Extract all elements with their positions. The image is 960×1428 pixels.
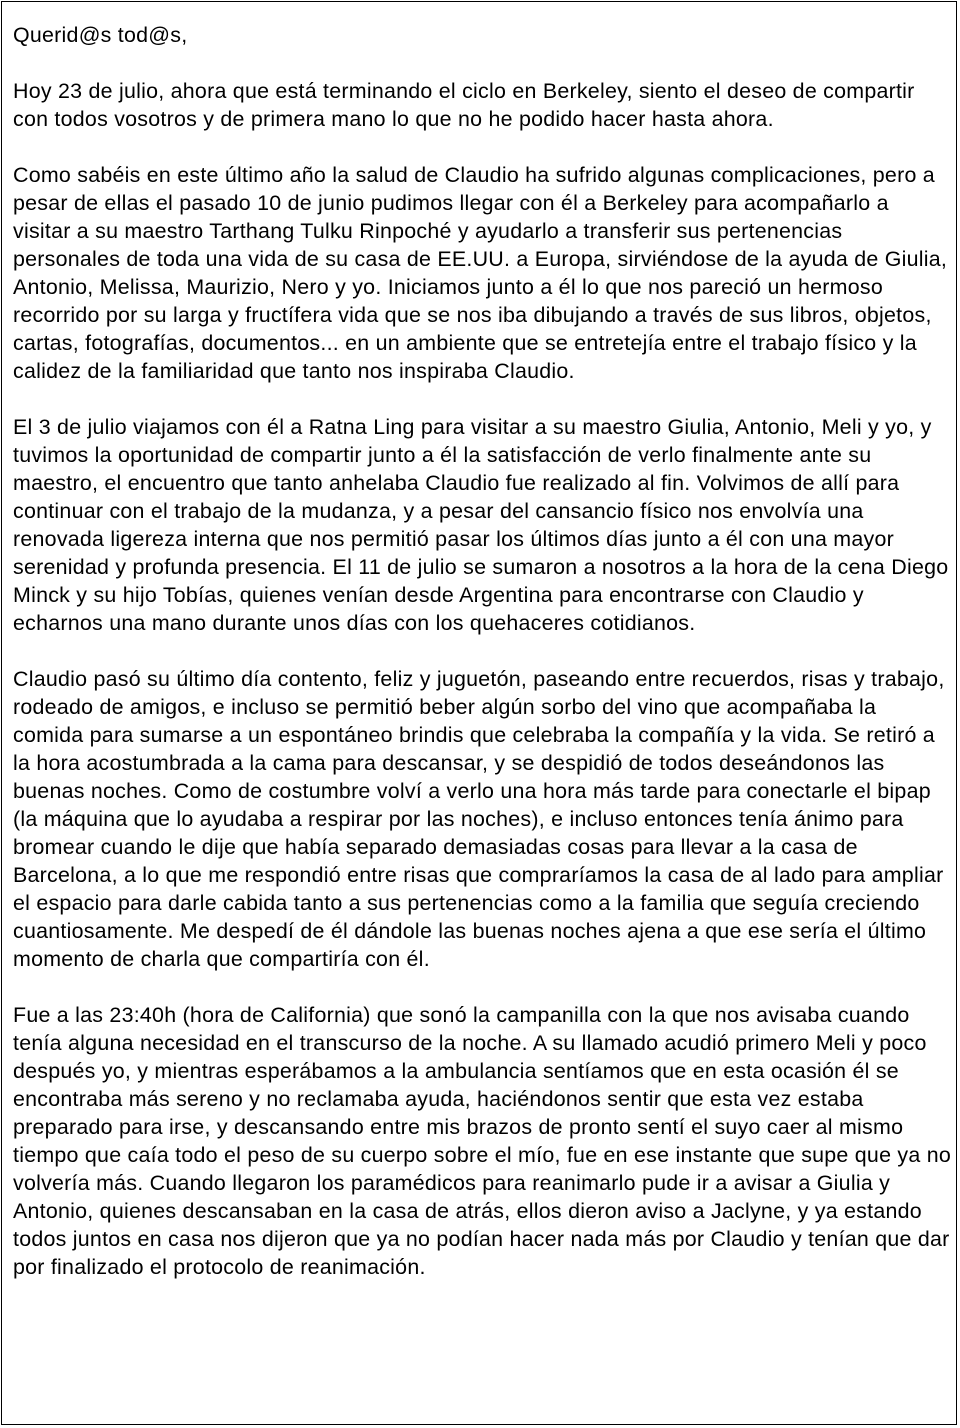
letter-paragraph: Como sabéis en este último año la salud de Claudio ha sufrido algunas complicaciones, pero a pesar de ellas el pasado 10 de junio pudimos llegar con él a Berkeley para acompañarlo a visitar a su maestro Tarthang Tulku Rinpoché y ayudarlo a transferir sus pertenencias personales de toda una vida de su casa de EE.UU. a Europa, sirviéndose de la ayuda de Giulia, Antonio, Melissa, Maurizio, Nero y yo. Iniciamos junto a él lo que nos pareció un hermoso recorrido por su larga y fructífera vida que se nos iba dibujando a través de sus libros, objetos, cartas, fotografías, documentos... en un ambiente que se entretejía entre el trabajo físico y la calidez de la familiaridad que tanto nos inspiraba Claudio. — [13, 163, 948, 383]
letter-paragraph: Fue a las 23:40h (hora de California) que sonó la campanilla con la que nos avisaba cuando tenía alguna necesidad en el transcurso de la noche. A su llamado acudió primero Meli y poco después yo, y mientras esperábamos a la ambulancia sentíamos que en esta ocasión él se encontraba más sereno y no reclamaba ayuda, haciéndonos sentir que esta vez estaba preparado para irse, y descansando entre mis brazos de pronto sentí el suyo caer al mismo tiempo que caía todo el peso de su cuerpo sobre el mío, fue en ese instante que supe que ya no volvería más. Cuando llegaron los paramédicos para reanimarlo pude ir a avisar a Giulia y Antonio, quienes descansaban en la casa de atrás, ellos dieron aviso a Jaclyne, y ya estando todos juntos en casa nos dijeron que ya no podían hacer nada más por Claudio y tenían que dar por finalizado el protocolo de reanimación. — [13, 1003, 951, 1279]
letter-greeting: Querid@s tod@s, — [13, 23, 188, 47]
letter-paragraph: El 3 de julio viajamos con él a Ratna Ling para visitar a su maestro Giulia, Antonio, Meli y yo, y tuvimos la oportunidad de compartir junto a él la satisfacción de verlo finalmente ante su maestro, el encuentro que tanto anhelaba Claudio fue realizado al fin. Volvimos de allí para continuar con el trabajo de la mudanza, y a pesar del cansancio físico nos envolvía una renovada ligereza interna que nos permitió pasar los últimos días junto a él con una mayor serenidad y profunda presencia. El 11 de julio se sumaron a nosotros a la hora de la cena Diego Minck y su hijo Tobías, quienes venían desde Argentina para encontrarse con Claudio y echarnos una mano durante unos días con los quehaceres cotidianos. — [13, 415, 949, 635]
document-page — [1, 1, 957, 1425]
letter-body — [13, 21, 951, 1281]
letter-paragraph: Hoy 23 de julio, ahora que está terminando el ciclo en Berkeley, siento el deseo de compartir con todos vosotros y de primera mano lo que no he podido hacer hasta ahora. — [13, 79, 915, 131]
letter-paragraph: Claudio pasó su último día contento, feliz y juguetón, paseando entre recuerdos, risas y trabajo, rodeado de amigos, e incluso se permitió beber algún sorbo del vino que acompañaba la comida para sumarse a un espontáneo brindis que celebraba la compañía y la vida. Se retiró a la hora acostumbrada a la cama para descansar, y se despidió de todos deseándonos las buenas noches. Como de costumbre volví a verlo una hora más tarde para conectarle el bipap (la máquina que lo ayudaba a respirar por las noches), e incluso entonces tenía ánimo para bromear cuando le dije que había separado demasiadas cosas para llevar a la casa de Barcelona, a lo que me respondió entre risas que compraríamos la casa de al lado para ampliar el espacio para darle cabida tanto a sus pertenencias como a la familia que seguía creciendo cuantiosamente. Me despedí de él dándole las buenas noches ajena a que ese sería el último momento de charla que compartiría con él. — [13, 667, 945, 971]
